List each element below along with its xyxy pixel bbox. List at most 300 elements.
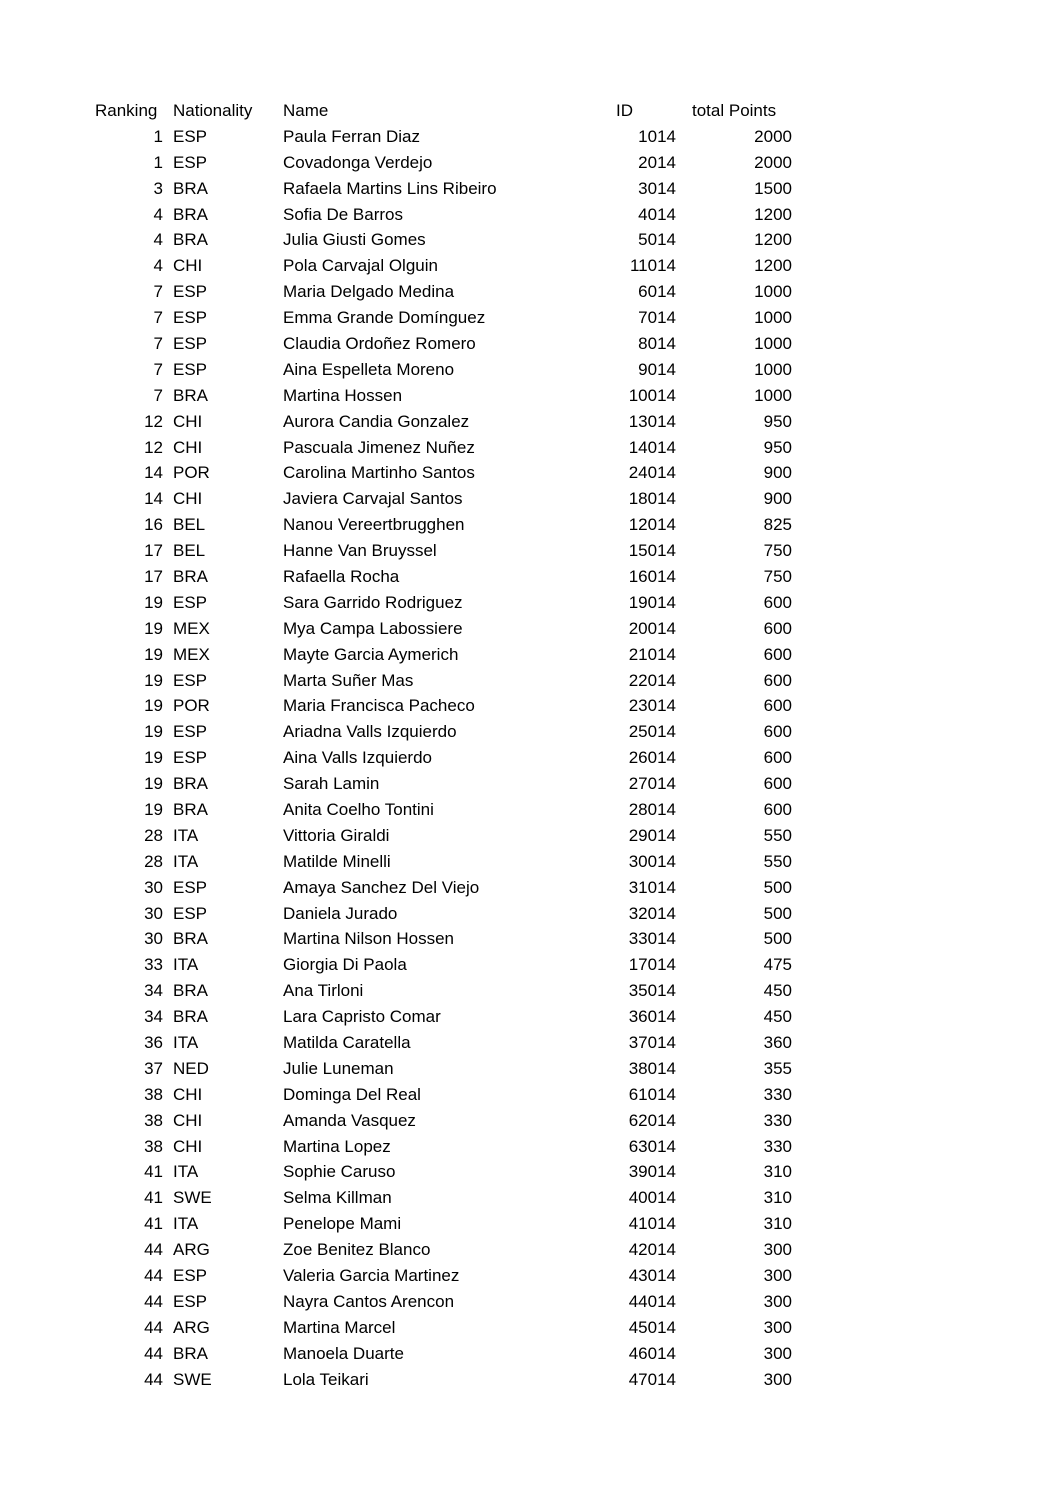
nationality-cell: MEX	[173, 618, 210, 638]
id-cell: 15014	[628, 541, 676, 561]
table-row	[0, 952, 1058, 978]
name-cell: Martina Hossen	[283, 385, 403, 405]
points-cell: 300	[763, 1317, 792, 1337]
ranking-cell: 19	[144, 722, 163, 742]
nationality-cell: CHI	[173, 437, 203, 457]
table-row	[0, 1030, 1058, 1056]
nationality-cell: ARG	[173, 1240, 210, 1260]
name-cell: Amanda Vasquez	[283, 1110, 416, 1130]
nationality-cell: BRA	[173, 1007, 208, 1027]
ranking-cell: 7	[153, 333, 163, 353]
nationality-cell: ESP	[173, 748, 208, 768]
nationality-cell: ESP	[173, 592, 208, 612]
points-column-header: total Points	[692, 100, 777, 120]
name-cell: Vittoria Giraldi	[283, 825, 390, 845]
ranking-cell: 1	[153, 126, 163, 146]
table-row	[0, 1315, 1058, 1341]
name-cell: Mayte Garcia Aymerich	[283, 644, 459, 664]
nationality-cell: ESP	[173, 152, 208, 172]
points-cell: 750	[763, 566, 792, 586]
name-cell: Lola Teikari	[283, 1369, 369, 1389]
points-cell: 310	[763, 1162, 792, 1182]
points-cell: 825	[763, 515, 792, 535]
ranking-cell: 19	[144, 644, 163, 664]
name-cell: Valeria Garcia Martinez	[283, 1266, 460, 1286]
nationality-cell: CHI	[173, 489, 203, 509]
name-cell: Martina Lopez	[283, 1136, 391, 1156]
ranking-table	[0, 98, 1058, 1393]
table-row	[0, 253, 1058, 279]
id-cell: 14014	[628, 437, 676, 457]
name-cell: Aurora Candia Gonzalez	[283, 411, 470, 431]
ranking-cell: 34	[144, 1007, 163, 1027]
nationality-cell: BRA	[173, 799, 208, 819]
points-cell: 310	[763, 1214, 792, 1234]
ranking-cell: 19	[144, 748, 163, 768]
nationality-cell: BRA	[173, 204, 208, 224]
name-cell: Matilda Caratella	[283, 1033, 411, 1052]
name-cell: Penelope Mami	[283, 1214, 402, 1234]
table-header-row	[0, 98, 1058, 124]
name-cell: Carolina Martinho Santos	[283, 463, 475, 483]
name-cell: Marta Suñer Mas	[283, 670, 414, 690]
id-cell: 31014	[628, 877, 676, 897]
table-row	[0, 1160, 1058, 1186]
id-cell: 9014	[638, 359, 676, 379]
name-cell: Claudia Ordoñez Romero	[283, 333, 476, 353]
name-cell: Ariadna Valls Izquierdo	[283, 722, 457, 742]
table-row	[0, 616, 1058, 642]
id-cell: 6014	[638, 282, 676, 302]
ranking-table-body	[0, 124, 1058, 1393]
table-row	[0, 1134, 1058, 1160]
id-cell: 19014	[628, 592, 676, 612]
id-cell: 39014	[628, 1162, 676, 1182]
ranking-cell: 12	[144, 437, 163, 457]
name-cell: Sara Garrido Rodriguez	[283, 592, 463, 612]
points-cell: 1000	[754, 359, 792, 379]
ranking-cell: 4	[153, 204, 163, 224]
ranking-cell: 17	[144, 566, 163, 586]
ranking-cell: 14	[144, 489, 163, 509]
id-cell: 36014	[628, 1007, 676, 1027]
name-cell: Giorgia Di Paola	[283, 955, 407, 975]
ranking-cell: 7	[153, 359, 163, 379]
id-cell: 45014	[628, 1317, 676, 1337]
id-cell: 26014	[628, 748, 676, 768]
points-cell: 450	[763, 981, 792, 1001]
ranking-cell: 7	[153, 308, 163, 328]
nationality-cell: BRA	[173, 929, 208, 949]
id-cell: 38014	[628, 1058, 676, 1078]
ranking-cell: 44	[144, 1343, 163, 1363]
ranking-cell: 19	[144, 592, 163, 612]
id-cell: 20014	[628, 618, 676, 638]
id-cell: 5014	[638, 230, 676, 250]
name-cell: Amaya Sanchez Del Viejo	[283, 877, 480, 897]
table-row	[0, 642, 1058, 668]
nationality-cell: ARG	[173, 1317, 210, 1337]
nationality-cell: ITA	[173, 851, 199, 871]
id-cell: 62014	[628, 1110, 676, 1130]
points-cell: 900	[763, 463, 792, 483]
table-row	[0, 1341, 1058, 1367]
name-cell: Zoe Benitez Blanco	[283, 1240, 431, 1260]
name-cell: Maria Francisca Pacheco	[283, 696, 475, 716]
ranking-cell: 28	[144, 851, 163, 871]
name-cell: Aina Valls Izquierdo	[283, 748, 432, 768]
nationality-cell: CHI	[173, 1084, 203, 1104]
name-cell: Hanne Van Bruyssel	[283, 541, 437, 561]
name-cell: Martina Nilson Hossen	[283, 929, 455, 949]
name-cell: Julia Giusti Gomes	[283, 230, 426, 250]
nationality-cell: CHI	[173, 1110, 203, 1130]
name-cell: Sarah Lamin	[283, 774, 380, 794]
id-cell: 25014	[628, 722, 676, 742]
id-cell: 40014	[628, 1188, 676, 1208]
points-cell: 450	[763, 1007, 792, 1027]
nationality-cell: BRA	[173, 774, 208, 794]
name-cell: Nayra Cantos Arencon	[283, 1291, 455, 1311]
table-row	[0, 693, 1058, 719]
table-row	[0, 797, 1058, 823]
name-cell: Pascuala Jimenez Nuñez	[283, 437, 475, 457]
table-row	[0, 409, 1058, 435]
id-cell: 33014	[628, 929, 676, 949]
table-row	[0, 176, 1058, 202]
table-row	[0, 357, 1058, 383]
points-cell: 300	[763, 1343, 792, 1363]
points-cell: 500	[763, 903, 792, 923]
name-cell: Daniela Jurado	[283, 903, 398, 923]
id-cell: 16014	[628, 566, 676, 586]
table-row	[0, 305, 1058, 331]
id-cell: 1014	[638, 126, 676, 146]
id-cell: 2014	[638, 152, 676, 172]
points-cell: 550	[763, 851, 792, 871]
name-cell: Ana Tirloni	[283, 981, 364, 1001]
ranking-cell: 30	[144, 877, 163, 897]
ranking-cell: 44	[144, 1291, 163, 1311]
name-column-header: Name	[283, 100, 329, 120]
table-row	[0, 927, 1058, 953]
points-cell: 1000	[754, 308, 792, 328]
ranking-cell: 38	[144, 1136, 163, 1156]
points-cell: 900	[763, 489, 792, 509]
id-cell: 32014	[628, 903, 676, 923]
name-cell: Julie Luneman	[283, 1058, 394, 1078]
nationality-cell: ESP	[173, 282, 208, 302]
points-cell: 330	[763, 1084, 792, 1104]
id-cell: 18014	[628, 489, 676, 509]
points-cell: 1000	[754, 385, 792, 405]
name-cell: Martina Marcel	[283, 1317, 396, 1337]
nationality-cell: BRA	[173, 981, 208, 1001]
ranking-cell: 1	[153, 152, 163, 172]
points-cell: 600	[763, 644, 792, 664]
nationality-cell: NED	[173, 1058, 209, 1078]
name-cell: Emma Grande Domínguez	[283, 308, 486, 328]
name-cell: Lara Capristo Comar	[283, 1007, 441, 1027]
table-row	[0, 875, 1058, 901]
table-row	[0, 124, 1058, 150]
name-cell: Covadonga Verdejo	[283, 152, 433, 172]
ranking-cell: 19	[144, 799, 163, 819]
table-row	[0, 564, 1058, 590]
id-cell: 13014	[628, 411, 676, 431]
points-cell: 1000	[754, 282, 792, 302]
nationality-cell: ESP	[173, 877, 208, 897]
ranking-cell: 7	[153, 385, 163, 405]
points-cell: 950	[763, 437, 792, 457]
id-cell: 3014	[638, 178, 676, 198]
ranking-cell: 28	[144, 825, 163, 845]
id-cell: 21014	[628, 644, 676, 664]
nationality-cell: SWE	[173, 1188, 212, 1208]
nationality-cell: BRA	[173, 178, 208, 198]
name-cell: Selma Killman	[283, 1188, 392, 1208]
points-cell: 330	[763, 1110, 792, 1130]
name-cell: Matilde Minelli	[283, 851, 391, 871]
points-cell: 310	[763, 1188, 792, 1208]
id-cell: 22014	[628, 670, 676, 690]
ranking-cell: 7	[153, 282, 163, 302]
points-cell: 360	[763, 1033, 792, 1052]
points-cell: 750	[763, 541, 792, 561]
name-cell: Aina Espelleta Moreno	[283, 359, 455, 379]
ranking-cell: 19	[144, 696, 163, 716]
id-cell: 10014	[628, 385, 676, 405]
points-cell: 300	[763, 1291, 792, 1311]
name-cell: Maria Delgado Medina	[283, 282, 455, 302]
table-row	[0, 1289, 1058, 1315]
id-cell: 17014	[628, 955, 676, 975]
id-column-header: ID	[616, 100, 633, 120]
table-row	[0, 1108, 1058, 1134]
ranking-cell: 41	[144, 1214, 163, 1234]
nationality-cell: BRA	[173, 566, 208, 586]
ranking-cell: 36	[144, 1033, 163, 1052]
id-cell: 35014	[628, 981, 676, 1001]
points-cell: 1200	[754, 256, 792, 276]
id-cell: 8014	[638, 333, 676, 353]
points-cell: 600	[763, 618, 792, 638]
table-row	[0, 512, 1058, 538]
id-cell: 11014	[629, 256, 676, 276]
nationality-cell: ESP	[173, 722, 208, 742]
id-cell: 63014	[628, 1136, 676, 1156]
ranking-cell: 19	[144, 670, 163, 690]
nationality-cell: CHI	[173, 411, 203, 431]
table-row	[0, 745, 1058, 771]
id-cell: 7014	[638, 308, 676, 328]
table-row	[0, 823, 1058, 849]
table-row	[0, 538, 1058, 564]
ranking-cell: 19	[144, 618, 163, 638]
nationality-cell: BRA	[173, 385, 208, 405]
points-cell: 1000	[754, 333, 792, 353]
points-cell: 600	[763, 696, 792, 716]
points-cell: 500	[763, 929, 792, 949]
ranking-cell: 30	[144, 929, 163, 949]
name-cell: Rafaela Martins Lins Ribeiro	[283, 178, 497, 198]
id-cell: 61014	[628, 1084, 676, 1104]
name-cell: Sophie Caruso	[283, 1162, 396, 1182]
table-row	[0, 771, 1058, 797]
name-cell: Nanou Vereertbrugghen	[283, 515, 465, 535]
points-cell: 300	[763, 1266, 792, 1286]
points-cell: 600	[763, 748, 792, 768]
name-cell: Anita Coelho Tontini	[283, 799, 434, 819]
ranking-cell: 44	[144, 1266, 163, 1286]
id-cell: 37014	[628, 1033, 676, 1052]
ranking-cell: 41	[144, 1188, 163, 1208]
nationality-cell: ESP	[173, 126, 208, 146]
ranking-cell: 14	[144, 463, 163, 483]
id-cell: 24014	[628, 463, 676, 483]
points-cell: 355	[763, 1058, 792, 1078]
nationality-cell: ESP	[173, 308, 208, 328]
id-cell: 44014	[628, 1291, 676, 1311]
table-row	[0, 590, 1058, 616]
name-cell: Sofia De Barros	[283, 204, 403, 224]
points-cell: 600	[763, 799, 792, 819]
name-cell: Dominga Del Real	[283, 1084, 421, 1104]
ranking-cell: 4	[153, 256, 163, 276]
table-row	[0, 1185, 1058, 1211]
nationality-cell: BEL	[173, 515, 206, 535]
table-row	[0, 150, 1058, 176]
id-cell: 12014	[628, 515, 676, 535]
table-row	[0, 202, 1058, 228]
points-cell: 330	[763, 1136, 792, 1156]
nationality-cell: POR	[173, 463, 210, 483]
nationality-cell: ITA	[173, 825, 199, 845]
ranking-cell: 38	[144, 1110, 163, 1130]
points-cell: 2000	[754, 152, 792, 172]
table-row	[0, 1082, 1058, 1108]
nationality-cell: ESP	[173, 903, 208, 923]
points-cell: 300	[763, 1240, 792, 1260]
ranking-cell: 44	[144, 1317, 163, 1337]
name-cell: Paula Ferran Diaz	[283, 126, 421, 146]
table-row	[0, 486, 1058, 512]
ranking-cell: 37	[144, 1058, 163, 1078]
name-cell: Javiera Carvajal Santos	[283, 489, 463, 509]
id-cell: 41014	[628, 1214, 676, 1234]
nationality-cell: ESP	[173, 1291, 208, 1311]
table-row	[0, 1211, 1058, 1237]
ranking-cell: 33	[144, 955, 163, 975]
name-cell: Rafaella Rocha	[283, 566, 400, 586]
ranking-cell: 44	[144, 1369, 163, 1389]
id-cell: 30014	[628, 851, 676, 871]
name-cell: Manoela Duarte	[283, 1343, 404, 1363]
table-row	[0, 1367, 1058, 1393]
points-cell: 1200	[754, 230, 792, 250]
nationality-cell: ESP	[173, 333, 208, 353]
table-row	[0, 1263, 1058, 1289]
table-row	[0, 719, 1058, 745]
table-row	[0, 331, 1058, 357]
points-cell: 475	[763, 955, 792, 975]
ranking-cell: 44	[144, 1240, 163, 1260]
id-cell: 27014	[628, 774, 676, 794]
points-cell: 500	[763, 877, 792, 897]
points-cell: 600	[763, 592, 792, 612]
id-cell: 23014	[628, 696, 676, 716]
points-cell: 600	[763, 774, 792, 794]
name-cell: Mya Campa Labossiere	[283, 618, 463, 638]
nationality-cell: ITA	[173, 1033, 199, 1052]
nationality-cell: ESP	[173, 359, 208, 379]
nationality-cell: ESP	[173, 670, 208, 690]
table-row	[0, 227, 1058, 253]
id-cell: 42014	[628, 1240, 676, 1260]
nationality-cell: CHI	[173, 1136, 203, 1156]
points-cell: 950	[763, 411, 792, 431]
nationality-cell: BRA	[173, 230, 208, 250]
table-row	[0, 901, 1058, 927]
points-cell: 1500	[754, 178, 792, 198]
nationality-cell: BRA	[173, 1343, 208, 1363]
ranking-cell: 16	[144, 515, 163, 535]
name-cell: Pola Carvajal Olguin	[283, 256, 438, 276]
table-row	[0, 849, 1058, 875]
nationality-column-header: Nationality	[173, 100, 253, 120]
ranking-cell: 19	[144, 774, 163, 794]
ranking-cell: 34	[144, 981, 163, 1001]
nationality-cell: POR	[173, 696, 210, 716]
points-cell: 550	[763, 825, 792, 845]
ranking-cell: 3	[153, 178, 163, 198]
id-cell: 43014	[628, 1266, 676, 1286]
ranking-cell: 41	[144, 1162, 163, 1182]
nationality-cell: ESP	[173, 1266, 208, 1286]
ranking-cell: 4	[153, 230, 163, 250]
points-cell: 600	[763, 722, 792, 742]
nationality-cell: MEX	[173, 644, 210, 664]
nationality-cell: BEL	[173, 541, 206, 561]
id-cell: 29014	[628, 825, 676, 845]
table-row	[0, 1056, 1058, 1082]
table-row	[0, 279, 1058, 305]
points-cell: 1200	[754, 204, 792, 224]
points-cell: 2000	[754, 126, 792, 146]
nationality-cell: SWE	[173, 1369, 212, 1389]
id-cell: 46014	[628, 1343, 676, 1363]
nationality-cell: ITA	[173, 955, 199, 975]
table-row	[0, 435, 1058, 461]
table-row	[0, 1237, 1058, 1263]
table-row	[0, 383, 1058, 409]
ranking-cell: 12	[144, 411, 163, 431]
ranking-column-header: Ranking	[95, 100, 158, 120]
ranking-cell: 30	[144, 903, 163, 923]
id-cell: 47014	[628, 1369, 676, 1389]
points-cell: 300	[763, 1369, 792, 1389]
ranking-cell: 17	[144, 541, 163, 561]
id-cell: 28014	[628, 799, 676, 819]
table-row	[0, 1004, 1058, 1030]
table-row	[0, 668, 1058, 694]
nationality-cell: ITA	[173, 1162, 199, 1182]
table-row	[0, 978, 1058, 1004]
table-row	[0, 460, 1058, 486]
ranking-cell: 38	[144, 1084, 163, 1104]
points-cell: 600	[763, 670, 792, 690]
nationality-cell: ITA	[173, 1214, 199, 1234]
